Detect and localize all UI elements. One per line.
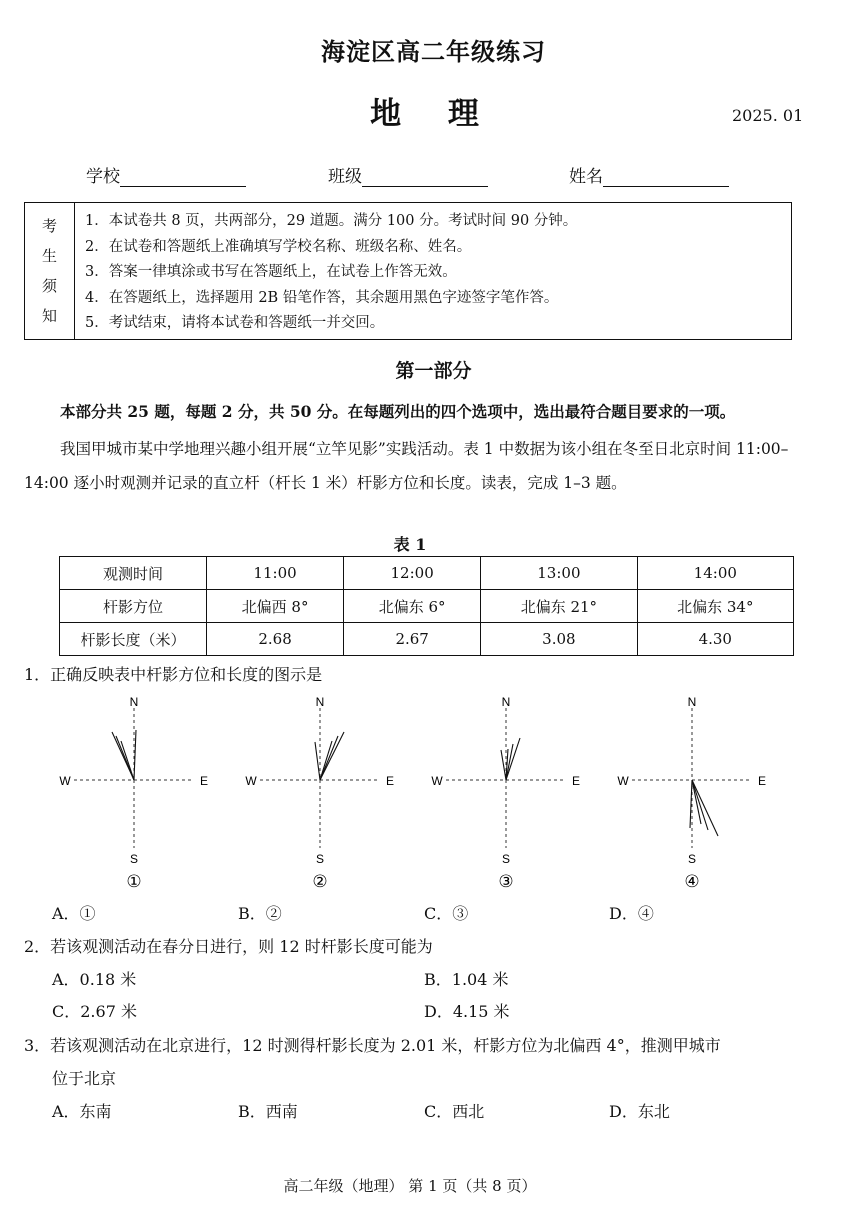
question-1-stem: 1．正确反映表中杆影方位和长度的图示是 [24,665,323,684]
diagram-1 [59,695,208,892]
class-field[interactable] [328,162,488,187]
north-label: N [315,695,325,709]
q3-option-b[interactable]: B．西南 [238,1102,298,1121]
school-field[interactable] [86,162,246,187]
q3-option-a[interactable]: A．东南 [52,1102,112,1121]
table-cell: 13:00 [481,557,637,590]
diagram-label: ② [312,872,328,892]
table-cell: 11:00 [207,557,344,590]
south-label: S [129,852,139,866]
west-label: W [59,774,71,788]
class-label: 班级 [328,167,362,187]
table-cell: 4.30 [637,623,793,656]
question-3-stem-cont: 位于北京 [52,1069,117,1088]
name-label: 姓名 [569,167,603,187]
north-label: N [501,695,511,709]
diagram-label: ③ [498,872,514,892]
q1-option-b[interactable]: B．② [238,904,282,923]
notice-list [85,209,577,337]
north-label: N [129,695,139,709]
table-cell: 杆影方位 [60,590,207,623]
west-label: W [617,774,629,788]
question-2-stem: 2．若该观测活动在春分日进行，则 12 时杆影长度可能为 [24,937,433,956]
shadow-diagrams [50,690,770,895]
notice-box [24,202,792,340]
exam-date: 2025. 01 [732,106,804,125]
notice-item: 5．考试结束，请将本试卷和答题纸一并交回。 [85,315,385,331]
south-label: S [315,852,325,866]
notice-item: 3．答案一律填涂或书写在答题纸上，在试卷上作答无效。 [85,264,457,280]
north-label: N [687,695,697,709]
subject-title: 地 理 [370,96,497,132]
table-cell: 2.68 [207,623,344,656]
diagram-2 [245,695,394,892]
notice-item: 2．在试卷和答题纸上准确填写学校名称、班级名称、姓名。 [85,238,472,255]
intro-paragraph: 我国甲城市某中学地理兴趣小组开展“立竿见影”实践活动。表 1 中数据为该小组在冬至日北京时间 11:00–14:00 逐小时观测并记录的直立杆（杆长 1 米）杆影方位和长度。读表，完成 1–3 题。 [24,440,789,492]
q2-option-a[interactable]: A．0.18 米 [52,970,137,989]
table-cell: 杆影长度（米） [60,623,207,656]
q1-option-a[interactable]: A．① [52,904,96,923]
notice-label: 考 生 须 知 [25,203,75,339]
south-label: S [501,852,511,866]
west-label: W [245,774,257,788]
table-cell: 14:00 [637,557,793,590]
q2-option-b[interactable]: B．1.04 米 [424,970,509,989]
south-label: S [687,852,697,866]
q1-option-c[interactable]: C．③ [424,904,469,923]
table-cell: 北偏东 6° [344,590,481,623]
east-label: E [199,774,209,788]
table-cell: 12:00 [344,557,481,590]
diagram-4 [617,695,766,892]
west-label: W [431,774,443,788]
diagram-3 [431,695,580,892]
page-footer: 高二年级（地理） 第 1 页（共 8 页） [283,1177,537,1195]
part-instruction: 本部分共 25 题，每题 2 分，共 50 分。在每题列出的四个选项中，选出最符合题目要求的一项。 [60,402,736,421]
q2-option-c[interactable]: C．2.67 米 [52,1002,137,1021]
notice-item: 1．本试卷共 8 页，共两部分，29 道题。满分 100 分。考试时间 90 分钟。 [85,213,578,229]
east-label: E [571,774,581,788]
east-label: E [757,774,767,788]
table-row [60,623,794,656]
table-cell: 北偏东 21° [481,590,637,623]
table-caption: 表 1 [393,535,427,554]
q3-option-c[interactable]: C．西北 [424,1102,485,1121]
q1-option-d[interactable]: D．④ [609,904,654,923]
part-title: 第一部分 [395,360,472,382]
table-cell: 北偏西 8° [207,590,344,623]
q2-option-d[interactable]: D．4.15 米 [424,1002,510,1021]
east-label: E [385,774,395,788]
table-cell: 3.08 [481,623,637,656]
exam-title: 海淀区高二年级练习 [321,37,546,66]
table-cell: 2.67 [344,623,481,656]
notice-item: 4．在答题纸上，选择题用 2B 铅笔作答，其余题用黑色字迹签字笔作答。 [85,289,559,306]
q3-option-d[interactable]: D．东北 [609,1102,670,1121]
table-cell: 北偏东 34° [637,590,793,623]
school-label: 学校 [86,167,120,187]
name-field[interactable] [569,162,729,187]
observation-table [59,556,794,656]
table-row [60,557,794,590]
diagram-label: ① [126,872,142,892]
table-row [60,590,794,623]
question-3-stem: 3．若该观测活动在北京进行，12 时测得杆影长度为 2.01 米，杆影方位为北偏西 4°，推测甲城市 [24,1036,721,1055]
diagram-label: ④ [684,872,700,892]
table-cell: 观测时间 [60,557,207,590]
